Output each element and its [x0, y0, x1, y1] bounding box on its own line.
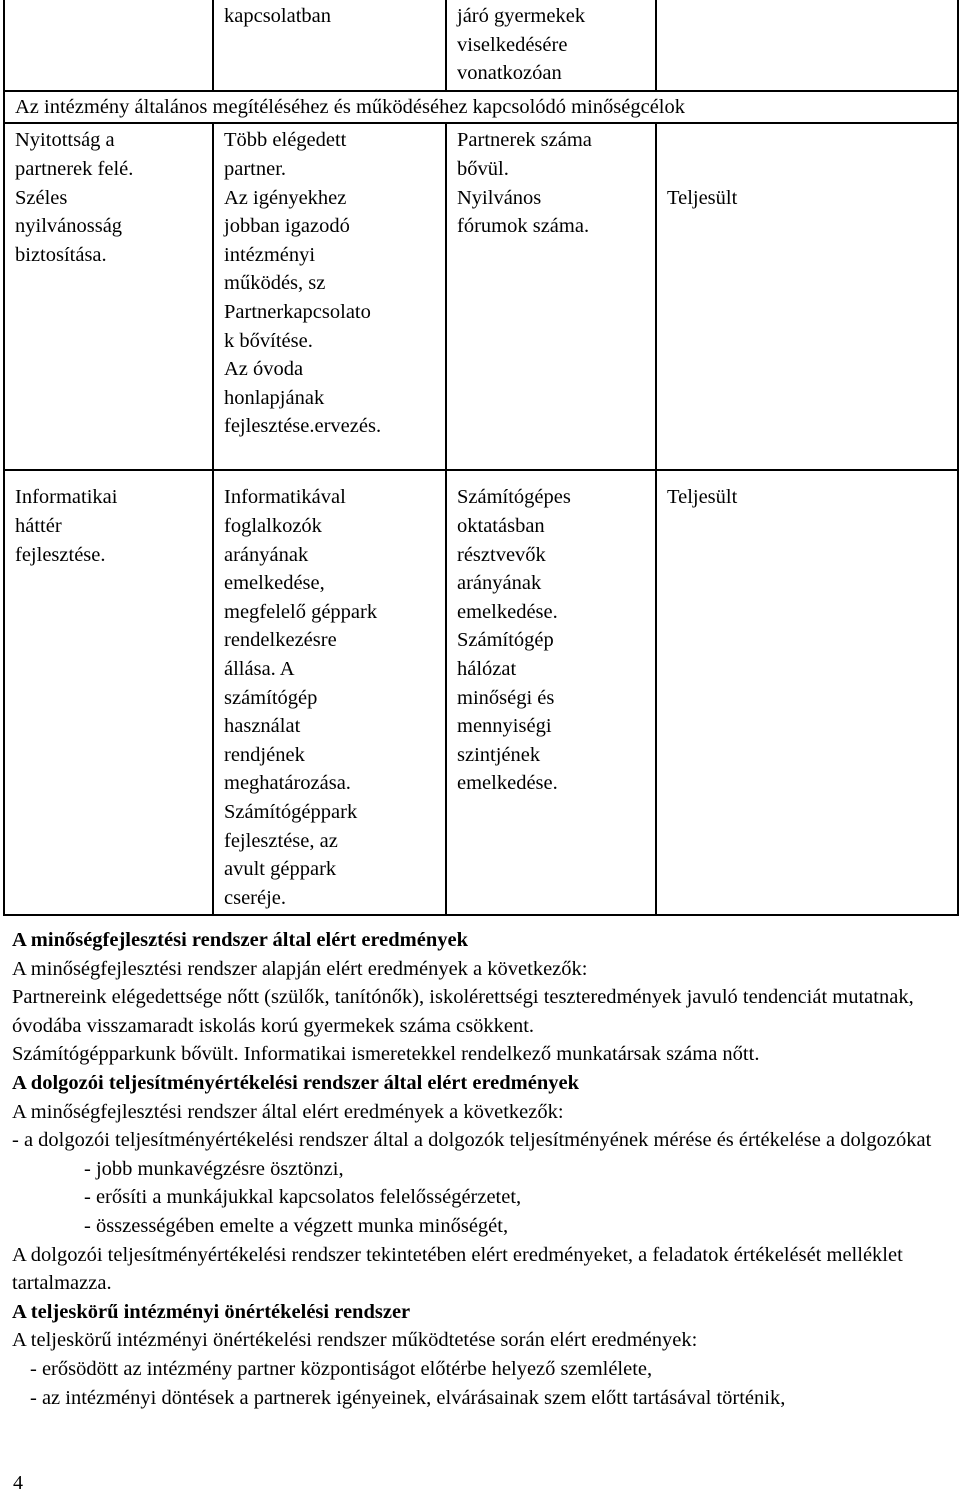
paragraph: A minőségfejlesztési rendszer által elért eredmények a következők: — [12, 1100, 564, 1123]
table-row — [4, 91, 958, 124]
paragraph: A teljeskörű intézményi önértékelési rendszer működtetése során elért eredmények: — [12, 1329, 698, 1352]
table-cell-goal: Nyitottság a partnerek felé. Széles nyilvánosság biztosítása. — [4, 123, 213, 470]
table-cell — [656, 0, 958, 91]
table-row — [4, 0, 958, 91]
table-cell — [4, 0, 213, 91]
table-cell-task: Informatikával foglalkozók arányának emelkedése, megfelelő géppark rendelkezésre állása. A számítógép használat rendjének meghatározása. Számítógéppark fejlesztése, az avult géppark cseréje. — [213, 470, 446, 915]
table-cell-indicator: Számítógépes oktatásban résztvevők arányának emelkedése. Számítógép hálózat minőségi és mennyiségi szintjének emelkedése. — [446, 470, 656, 915]
page-number: 4 — [13, 1472, 23, 1494]
list-item: - erősíti a munkájukkal kapcsolatos felelősségérzetet, — [84, 1186, 522, 1209]
quality-goals-table — [3, 0, 959, 916]
section-heading: A teljeskörű intézményi önértékelési rendszer — [12, 1300, 411, 1323]
section-heading: A minőségfejlesztési rendszer által elért eredmények — [12, 929, 468, 951]
table-cell-status: Teljesült — [656, 123, 958, 470]
paragraph: - a dolgozói teljesítményértékelési rendszer által a dolgozók teljesítményének mérése és értékelése a dolgozókat — [12, 1129, 932, 1152]
table-section-heading: Az intézmény általános megítéléséhez és működéséhez kapcsolódó minőségcélok — [4, 91, 958, 124]
list-item: - erősödött az intézmény partner központiságot előtérbe helyező szemlélete, — [30, 1357, 653, 1380]
table-row — [4, 470, 958, 915]
table-cell: kapcsolatban — [213, 0, 446, 91]
paragraph: Partnereink elégedettsége nőtt (szülők, tanítónők), iskolérettségi teszteredmények javuló tendenciát mutatnak, óvodába visszamaradt iskolás korú gyermekek száma csökkent. — [12, 986, 914, 1037]
list-item: - összességében emelte a végzett munka minőségét, — [84, 1214, 509, 1237]
table-cell-indicator: Partnerek száma bővül. Nyilvános fórumok száma. — [446, 123, 656, 470]
table-row — [4, 123, 958, 470]
list-item: - jobb munkavégzésre ösztönzi, — [84, 1157, 344, 1180]
table-cell: járó gyermekek viselkedésére vonatkozóan — [446, 0, 656, 91]
list-item: - az intézményi döntések a partnerek igényeinek, elvárásainak szem előtt tartásával történik, — [30, 1386, 786, 1409]
paragraph: Számítógépparkunk bővült. Informatikai ismeretekkel rendelkező munkatársak száma nőtt. — [12, 1043, 760, 1066]
results-section — [12, 926, 952, 1412]
table-cell-status: Teljesült — [656, 470, 958, 915]
table-cell-goal: Informatikai háttér fejlesztése. — [4, 470, 213, 915]
table-cell-task: Több elégedett partner. Az igényekhez jobban igazodó intézményi működés, sz Partnerkapcsolato k bővítése. Az óvoda honlapjának fejlesztése.ervezés. — [213, 123, 446, 470]
section-heading: A dolgozói teljesítményértékelési rendszer által elért eredmények — [12, 1071, 580, 1094]
paragraph: A dolgozói teljesítményértékelési rendszer tekintetében elért eredményeket, a feladatok értékelését melléklet tartalmazza. — [12, 1243, 903, 1295]
paragraph: A minőségfejlesztési rendszer alapján elért eredmények a következők: — [12, 957, 588, 980]
